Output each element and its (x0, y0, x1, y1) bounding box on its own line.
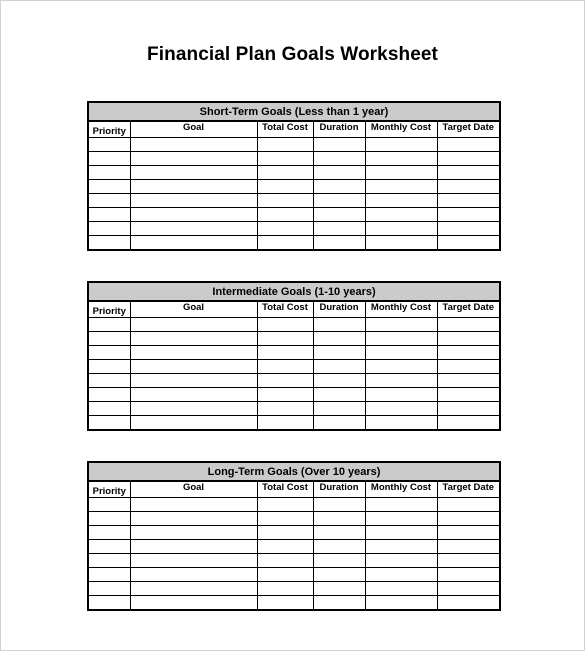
cell-goal (130, 166, 257, 180)
cell-priority (88, 388, 130, 402)
column-header-monthly-cost: Monthly Cost (365, 301, 437, 318)
cell-target-date (437, 194, 500, 208)
cell-target-date (437, 152, 500, 166)
cell-total-cost (257, 554, 313, 568)
column-header-priority: Priority (88, 481, 130, 498)
cell-target-date (437, 346, 500, 360)
cell-priority (88, 512, 130, 526)
cell-duration (313, 194, 365, 208)
cell-priority (88, 360, 130, 374)
column-header-duration: Duration (313, 121, 365, 138)
cell-goal (130, 236, 257, 251)
cell-goal (130, 360, 257, 374)
cell-priority (88, 152, 130, 166)
cell-total-cost (257, 194, 313, 208)
cell-total-cost (257, 374, 313, 388)
table-row (88, 346, 500, 360)
cell-priority (88, 526, 130, 540)
cell-monthly-cost (365, 498, 437, 512)
cell-duration (313, 180, 365, 194)
cell-monthly-cost (365, 194, 437, 208)
table-row (88, 318, 500, 332)
cell-monthly-cost (365, 416, 437, 431)
cell-priority (88, 346, 130, 360)
cell-target-date (437, 180, 500, 194)
column-header-total-cost: Total Cost (257, 121, 313, 138)
intermediate-goals-table (87, 281, 501, 431)
table-row (88, 152, 500, 166)
cell-monthly-cost (365, 402, 437, 416)
cell-target-date (437, 526, 500, 540)
cell-duration (313, 208, 365, 222)
cell-duration (313, 512, 365, 526)
cell-monthly-cost (365, 596, 437, 611)
table-row (88, 498, 500, 512)
table-row (88, 166, 500, 180)
cell-duration (313, 568, 365, 582)
cell-goal (130, 540, 257, 554)
cell-target-date (437, 512, 500, 526)
cell-duration (313, 582, 365, 596)
cell-total-cost (257, 208, 313, 222)
cell-monthly-cost (365, 526, 437, 540)
cell-priority (88, 222, 130, 236)
cell-goal (130, 388, 257, 402)
cell-monthly-cost (365, 360, 437, 374)
cell-goal (130, 138, 257, 152)
cell-duration (313, 318, 365, 332)
cell-duration (313, 526, 365, 540)
cell-monthly-cost (365, 222, 437, 236)
cell-total-cost (257, 416, 313, 431)
cell-goal (130, 180, 257, 194)
column-header-target-date: Target Date (437, 301, 500, 318)
cell-duration (313, 416, 365, 431)
column-header-target-date: Target Date (437, 121, 500, 138)
cell-target-date (437, 138, 500, 152)
column-header-goal: Goal (130, 301, 257, 318)
cell-target-date (437, 166, 500, 180)
table-row (88, 236, 500, 251)
cell-total-cost (257, 318, 313, 332)
column-header-goal: Goal (130, 481, 257, 498)
cell-priority (88, 596, 130, 611)
cell-target-date (437, 236, 500, 251)
cell-goal (130, 402, 257, 416)
cell-goal (130, 318, 257, 332)
cell-goal (130, 512, 257, 526)
cell-goal (130, 498, 257, 512)
cell-duration (313, 596, 365, 611)
section-heading: Intermediate Goals (1-10 years) (88, 282, 500, 301)
column-header-goal: Goal (130, 121, 257, 138)
table-row (88, 138, 500, 152)
cell-total-cost (257, 236, 313, 251)
column-header-priority: Priority (88, 121, 130, 138)
cell-monthly-cost (365, 138, 437, 152)
cell-duration (313, 374, 365, 388)
cell-goal (130, 346, 257, 360)
table-row (88, 222, 500, 236)
cell-monthly-cost (365, 374, 437, 388)
cell-total-cost (257, 180, 313, 194)
cell-priority (88, 236, 130, 251)
table-row (88, 526, 500, 540)
cell-total-cost (257, 166, 313, 180)
table-row (88, 374, 500, 388)
column-header-duration: Duration (313, 481, 365, 498)
long-term-goals-table (87, 461, 501, 611)
cell-duration (313, 166, 365, 180)
cell-monthly-cost (365, 582, 437, 596)
cell-target-date (437, 318, 500, 332)
cell-target-date (437, 540, 500, 554)
short-term-goals-table (87, 101, 501, 251)
cell-total-cost (257, 402, 313, 416)
table-row (88, 388, 500, 402)
cell-target-date (437, 332, 500, 346)
cell-target-date (437, 374, 500, 388)
column-header-monthly-cost: Monthly Cost (365, 481, 437, 498)
cell-priority (88, 180, 130, 194)
cell-duration (313, 236, 365, 251)
table-row (88, 416, 500, 431)
table-row (88, 360, 500, 374)
cell-priority (88, 166, 130, 180)
cell-target-date (437, 554, 500, 568)
cell-goal (130, 526, 257, 540)
cell-duration (313, 346, 365, 360)
worksheet-title: Financial Plan Goals Worksheet (147, 44, 438, 65)
cell-total-cost (257, 152, 313, 166)
cell-priority (88, 332, 130, 346)
cell-goal (130, 596, 257, 611)
column-header-monthly-cost: Monthly Cost (365, 121, 437, 138)
cell-priority (88, 498, 130, 512)
cell-target-date (437, 388, 500, 402)
cell-target-date (437, 360, 500, 374)
table-row (88, 512, 500, 526)
cell-monthly-cost (365, 236, 437, 251)
cell-total-cost (257, 568, 313, 582)
cell-duration (313, 222, 365, 236)
cell-total-cost (257, 512, 313, 526)
table-row (88, 596, 500, 611)
section-heading: Short-Term Goals (Less than 1 year) (88, 102, 500, 121)
cell-target-date (437, 222, 500, 236)
cell-total-cost (257, 526, 313, 540)
cell-monthly-cost (365, 540, 437, 554)
cell-duration (313, 360, 365, 374)
cell-goal (130, 568, 257, 582)
cell-target-date (437, 498, 500, 512)
column-header-priority: Priority (88, 301, 130, 318)
cell-duration (313, 498, 365, 512)
table-row (88, 402, 500, 416)
cell-priority (88, 416, 130, 431)
cell-target-date (437, 416, 500, 431)
cell-monthly-cost (365, 332, 437, 346)
cell-duration (313, 402, 365, 416)
cell-monthly-cost (365, 346, 437, 360)
cell-priority (88, 138, 130, 152)
cell-priority (88, 402, 130, 416)
cell-goal (130, 222, 257, 236)
cell-goal (130, 582, 257, 596)
cell-monthly-cost (365, 318, 437, 332)
cell-goal (130, 208, 257, 222)
cell-target-date (437, 208, 500, 222)
cell-priority (88, 194, 130, 208)
cell-total-cost (257, 360, 313, 374)
cell-monthly-cost (365, 152, 437, 166)
cell-priority (88, 554, 130, 568)
cell-total-cost (257, 332, 313, 346)
cell-goal (130, 554, 257, 568)
cell-target-date (437, 568, 500, 582)
cell-duration (313, 540, 365, 554)
cell-total-cost (257, 222, 313, 236)
cell-total-cost (257, 388, 313, 402)
table-row (88, 208, 500, 222)
cell-goal (130, 194, 257, 208)
cell-priority (88, 318, 130, 332)
cell-duration (313, 138, 365, 152)
cell-goal (130, 152, 257, 166)
table-row (88, 194, 500, 208)
cell-monthly-cost (365, 208, 437, 222)
cell-priority (88, 582, 130, 596)
cell-monthly-cost (365, 512, 437, 526)
cell-priority (88, 208, 130, 222)
cell-total-cost (257, 582, 313, 596)
cell-total-cost (257, 498, 313, 512)
column-header-total-cost: Total Cost (257, 481, 313, 498)
cell-target-date (437, 402, 500, 416)
cell-goal (130, 374, 257, 388)
table-row (88, 180, 500, 194)
cell-goal (130, 416, 257, 431)
cell-priority (88, 374, 130, 388)
table-row (88, 554, 500, 568)
cell-monthly-cost (365, 180, 437, 194)
table-row (88, 540, 500, 554)
cell-duration (313, 152, 365, 166)
cell-target-date (437, 582, 500, 596)
cell-total-cost (257, 596, 313, 611)
cell-total-cost (257, 138, 313, 152)
cell-priority (88, 568, 130, 582)
cell-monthly-cost (365, 388, 437, 402)
table-row (88, 332, 500, 346)
table-row (88, 568, 500, 582)
cell-duration (313, 332, 365, 346)
cell-priority (88, 540, 130, 554)
cell-total-cost (257, 540, 313, 554)
cell-monthly-cost (365, 166, 437, 180)
cell-monthly-cost (365, 554, 437, 568)
cell-monthly-cost (365, 568, 437, 582)
cell-duration (313, 554, 365, 568)
column-header-duration: Duration (313, 301, 365, 318)
table-row (88, 582, 500, 596)
column-header-target-date: Target Date (437, 481, 500, 498)
column-header-total-cost: Total Cost (257, 301, 313, 318)
cell-goal (130, 332, 257, 346)
cell-duration (313, 388, 365, 402)
cell-total-cost (257, 346, 313, 360)
section-heading: Long-Term Goals (Over 10 years) (88, 462, 500, 481)
cell-target-date (437, 596, 500, 611)
